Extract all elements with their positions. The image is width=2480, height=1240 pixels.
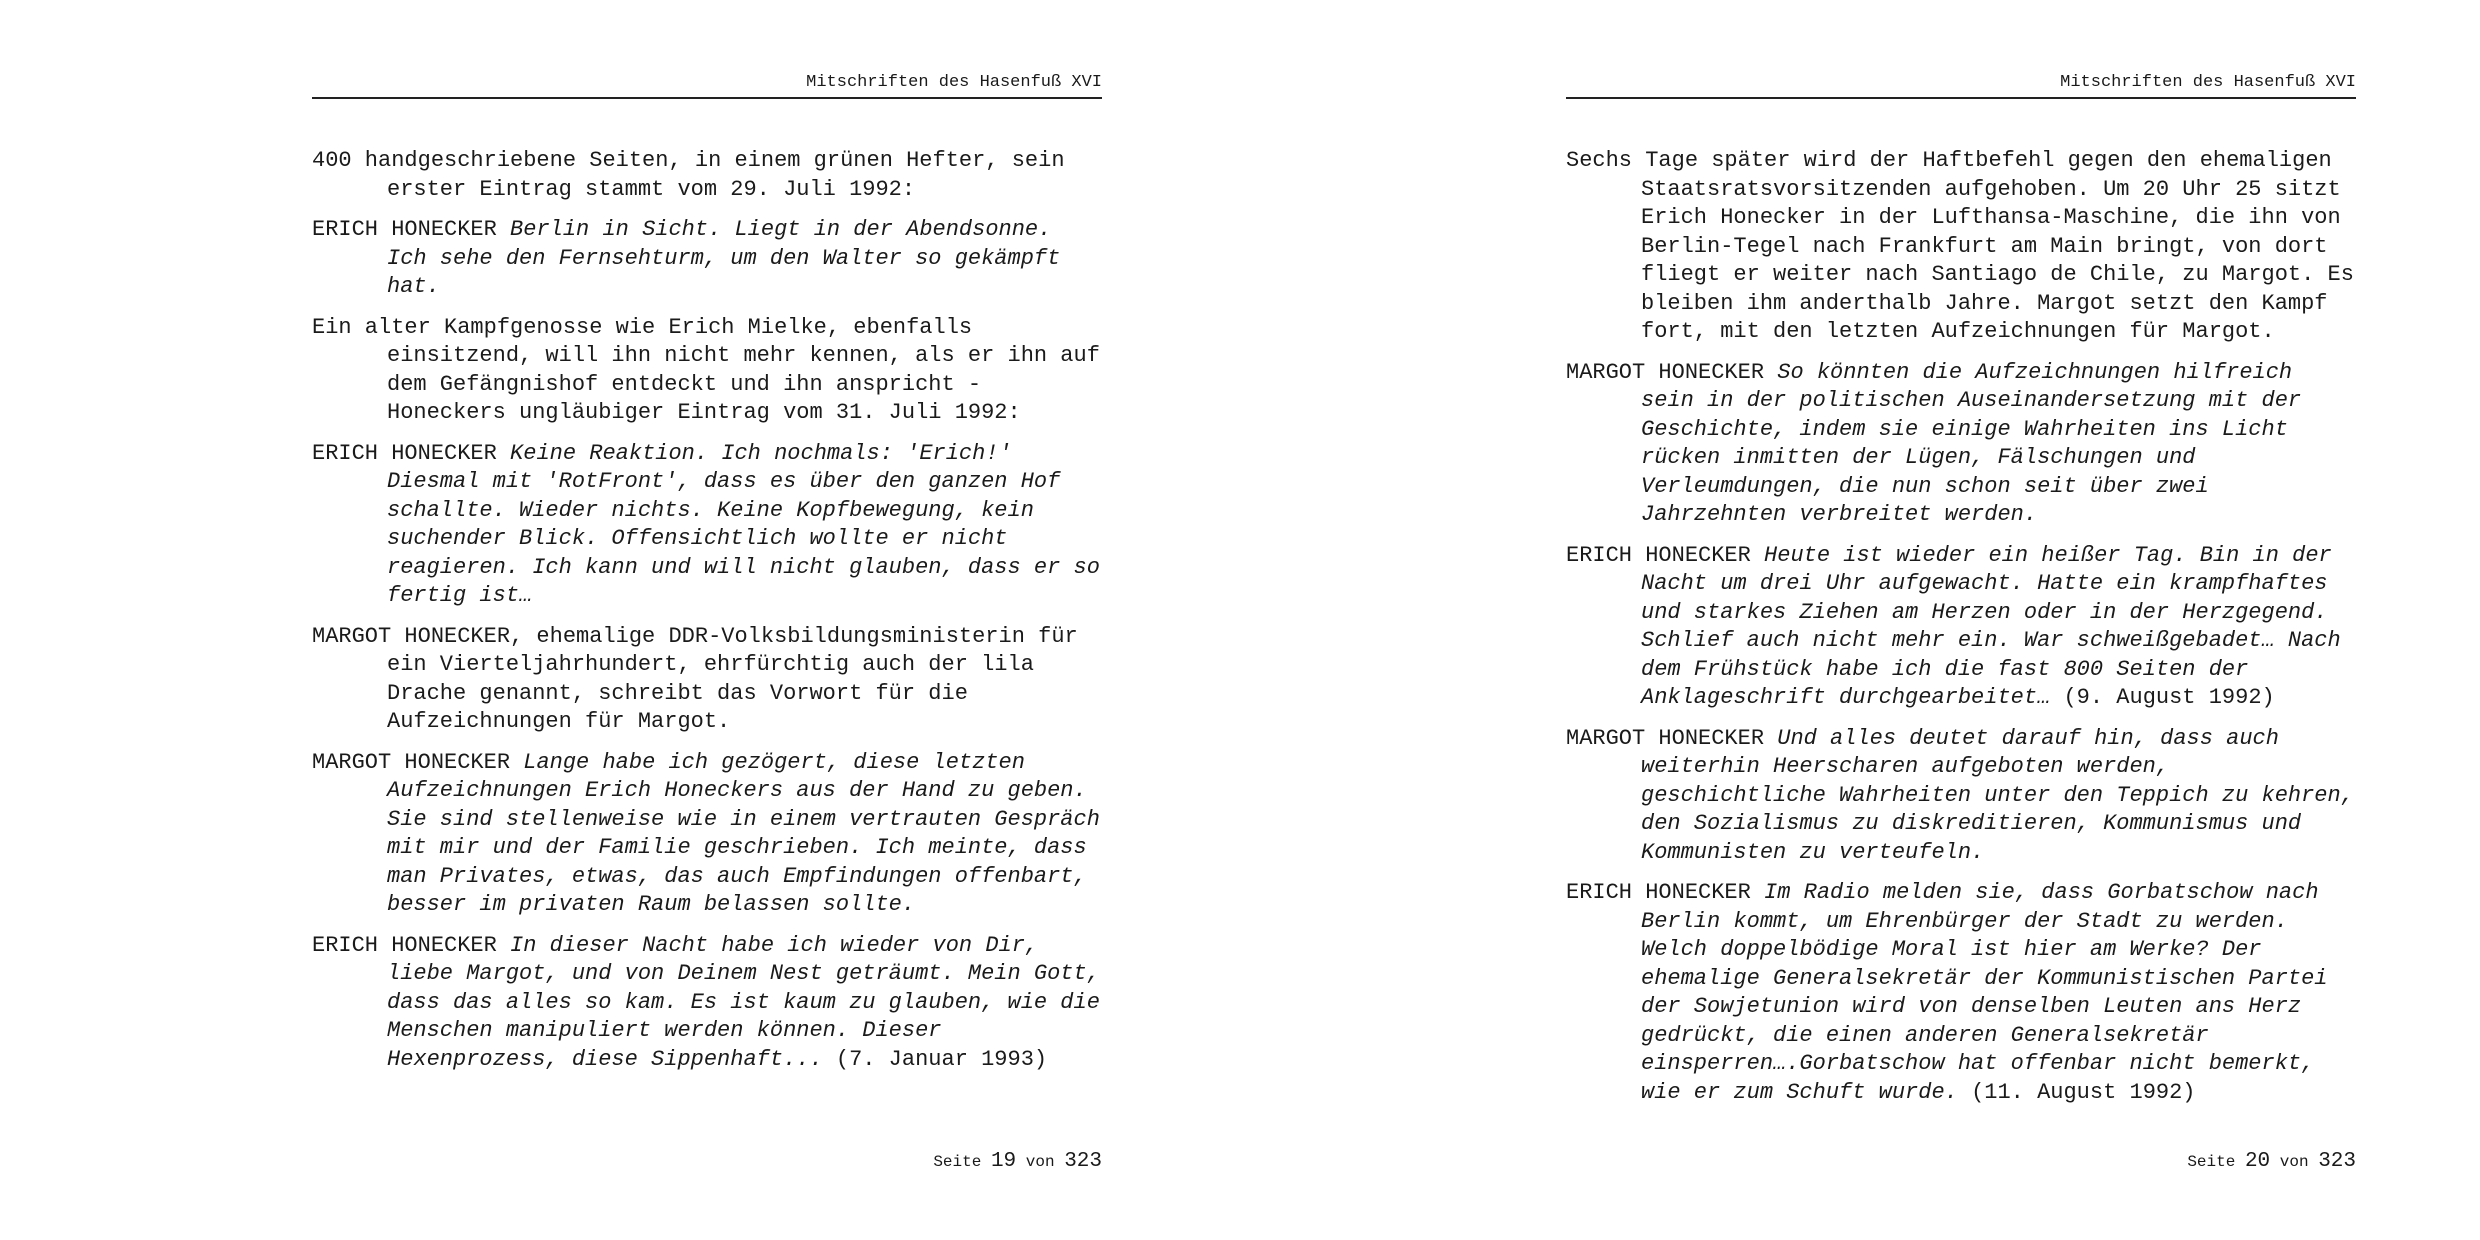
footer-total-pages: 323 xyxy=(1064,1150,1102,1173)
paragraph xyxy=(312,147,1102,204)
quote-text: Lange habe ich gezögert, diese letzten Aufzeichnungen Erich Honeckers aus der Hand zu geben. Sie sind stellenweise wie in einem vertrauten Gespräch mit mir und der Familie geschrieben. Ich meinte, dass man Privates, etwas, das auch Empfindungen offenbart, besser im privaten Raum belassen sollte. xyxy=(387,749,1100,917)
paragraph xyxy=(1566,359,2356,530)
narrative-text: MARGOT HONECKER, ehemalige DDR-Volksbildungsministerin für ein Vierteljahrhundert, ehrfürchtig auch der lila Drache genannt, schreibt das Vorwort für die Aufzeichnungen für Margot. xyxy=(312,623,1078,734)
footer-total-pages: 323 xyxy=(2318,1150,2356,1173)
speaker-name: MARGOT HONECKER xyxy=(1566,359,1765,385)
entry-date: (9. August 1992) xyxy=(2063,685,2275,710)
quote-text: Keine Reaktion. Ich nochmals: 'Erich!' Diesmal mit 'RotFront', dass es über den ganzen Hof schallte. Wieder nichts. Keine Kopfbewegung, kein suchender Blick. Offensichtlich wollte er nicht reagieren. Ich kann und will nicht glauben, dass er so fertig ist… xyxy=(387,440,1100,608)
running-header: Mitschriften des Hasenfuß XVI xyxy=(2060,73,2356,92)
narrative-text: 400 handgeschriebene Seiten, in einem grünen Hefter, sein erster Eintrag stammt vom 29. Juli 1992: xyxy=(312,148,1065,202)
quote-text: Heute ist wieder ein heißer Tag. Bin in der Nacht um drei Uhr aufgewacht. Hatte ein krampfhaftes und starkes Ziehen am Herzen oder in der Herzgegend. Schlief auch nicht mehr ein. War schweißgebadet… Nach dem Frühstück habe ich die fast 800 Seiten der Anklageschrift durchgearbeitet… xyxy=(1641,542,2341,710)
paragraph xyxy=(1566,147,2356,347)
paragraph xyxy=(312,314,1102,428)
paragraph xyxy=(1566,542,2356,713)
entry-date: (11. August 1992) xyxy=(1971,1079,2196,1105)
footer-von-label: von xyxy=(1025,1153,1055,1171)
running-header: Mitschriften des Hasenfuß XVI xyxy=(806,73,1102,92)
page-body xyxy=(1566,147,2356,1119)
paragraph xyxy=(312,623,1102,737)
left-page xyxy=(312,0,1102,1240)
speaker-name: ERICH HONECKER xyxy=(312,440,497,466)
narrative-text: Ein alter Kampfgenosse wie Erich Mielke, ebenfalls einsitzend, will ihn nicht mehr kennen, als er ihn auf dem Gefängnishof entdeckt und ihn anspricht - Honeckers ungläubiger Eintrag vom 31. Juli 1992: xyxy=(312,314,1100,425)
page-body xyxy=(312,147,1102,1086)
right-page xyxy=(1566,0,2356,1240)
footer-page-number: 19 xyxy=(990,1150,1017,1173)
footer-seite-label: Seite xyxy=(2187,1153,2236,1171)
quote-text: Im Radio melden sie, dass Gorbatschow nach Berlin kommt, um Ehrenbürger der Stadt zu werden. Welch doppelbödige Moral ist hier am Werke? Der ehemalige Generalsekretär der Kommunistischen Partei der Sowjetunion wird von denselben Leuten ans Herz gedrückt, die einen anderen Generalsekretär einsperren….Gorbatschow hat offenbar nicht bemerkt, wie er zum Schuft wurde. xyxy=(1641,880,2328,1105)
speaker-name: MARGOT HONECKER xyxy=(1566,725,1765,751)
paragraph xyxy=(312,749,1102,920)
page-number-footer xyxy=(312,1150,1102,1173)
speaker-name: MARGOT HONECKER xyxy=(312,749,511,775)
page-number-footer xyxy=(1566,1150,2356,1173)
quote-text: Und alles deutet darauf hin, dass auch weiterhin Heerscharen aufgeboten werden, geschichtliche Wahrheiten unter den Teppich zu kehren, den Sozialismus zu diskreditieren, Kommunismus und Kommunisten zu verteufeln. xyxy=(1641,725,2354,865)
narrative-text: Sechs Tage später wird der Haftbefehl gegen den ehemaligen Staatsratsvorsitzenden aufgehoben. Um 20 Uhr 25 sitzt Erich Honecker in der Lufthansa-Maschine, die ihn von Berlin-Tegel nach Frankfurt am Main bringt, von dort fliegt er weiter nach Santiago de Chile, zu Margot. Es bleiben ihm anderthalb Jahre. Margot setzt den Kampf fort, mit den letzten Aufzeichnungen für Margot. xyxy=(1566,148,2354,344)
header-rule xyxy=(312,97,1102,99)
speaker-name: ERICH HONECKER xyxy=(312,217,497,242)
entry-date: (7. Januar 1993) xyxy=(835,1046,1048,1072)
quote-text: So könnten die Aufzeichnungen hilfreich sein in der politischen Auseinandersetzung mit der Geschichte, indem sie einige Wahrheiten ins Licht rücken inmitten der Lügen, Fälschungen und Verleumdungen, die nun schon seit über zwei Jahrzehnten verbreitet werden. xyxy=(1641,359,2302,527)
footer-page-number: 20 xyxy=(2244,1150,2271,1173)
footer-seite-label: Seite xyxy=(933,1153,982,1171)
speaker-name: ERICH HONECKER xyxy=(1566,542,1751,568)
paragraph xyxy=(1566,879,2356,1107)
footer-von-label: von xyxy=(2279,1153,2309,1171)
paragraph xyxy=(312,216,1102,302)
header-rule xyxy=(1566,97,2356,99)
speaker-name: ERICH HONECKER xyxy=(312,932,497,958)
speaker-name: ERICH HONECKER xyxy=(1566,880,1751,905)
paragraph xyxy=(312,440,1102,611)
paragraph xyxy=(1566,725,2356,868)
quote-text: Berlin in Sicht. Liegt in der Abendsonne. Ich sehe den Fernsehturm, um den Walter so gekämpft hat. xyxy=(387,217,1061,299)
paragraph xyxy=(312,932,1102,1075)
quote-text: In dieser Nacht habe ich wieder von Dir, liebe Margot, und von Deinem Nest geträumt. Mein Gott, dass das alles so kam. Es ist kaum zu glauben, wie die Menschen manipuliert werden können. Dieser Hexenprozess, diese Sippenhaft... xyxy=(387,932,1100,1072)
